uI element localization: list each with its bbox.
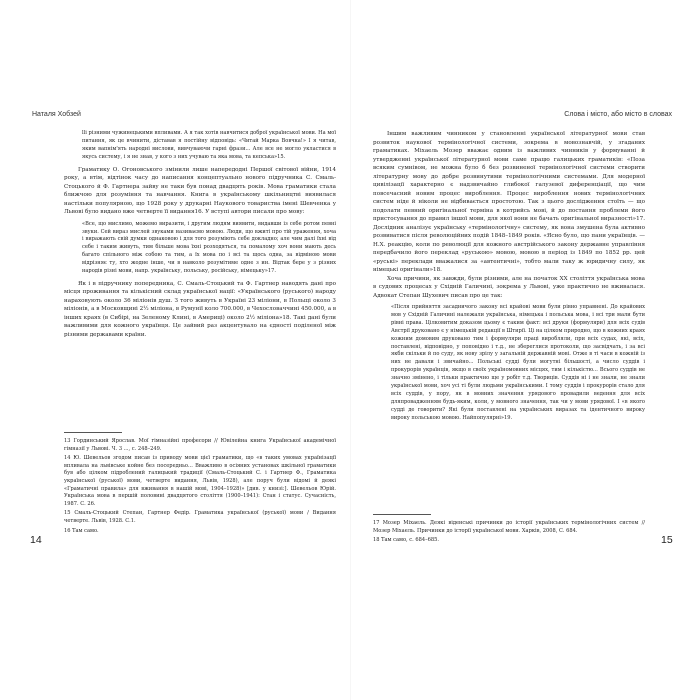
footnote-rule (373, 514, 431, 515)
right-page-body (373, 130, 645, 427)
left-footnotes (64, 432, 336, 537)
left-paragraph-1: Граматику О. Огоновського змінили лише напередодні Першої світової війни, 1914 року, а втім, відтінок часу до написання концептуально нового підручника С. Смаль-Стоцького й Ф. Гартнера зайву не таки був понад двадцять років. Мова граматики стала ближчою для розуміння та навчання. Книга в українському шкільництві виявилася настільки популярною, що 1928 року у друкарні Наукового товариства імені Шевченка у Львові було видано вже четверте її видання16. У вступі автори писали про мову: (64, 166, 336, 216)
left-paragraph-2: Як і в підручнику попередника, С. Смаль-Стоцький та Ф. Гартнер наводять дані про місця проживання та кількісний склад української нації: «Українського (руського) народу нараховують около 36 міліонів душ. З того живуть в Україні 23 міліони, в Польщі около 3 міліонів, а в Московщині 2½ міліона, в Румунії коло 700.000, в Чехословаччині 450.000, а в інших краях (в Сибірі, на Зеленому Клині, в Америці) около 2½ міліона»18. Такі дані були важливими для кожного українця. Це зайвий раз акцентувало на єдності поділеної між різними державами країни. (64, 280, 336, 338)
right-footnotes (373, 514, 645, 547)
footnote: 17 Мозер Міхаель. Деякі віденські причинки до історії українських термінологічних систем // Мозер Міхаель. Причинки до історії української мови. Харків, 2008, С. 684. (373, 520, 645, 534)
left-running-head: Наталя Хобзей (32, 111, 81, 118)
right-paragraph-1: Іншим важливим чинником у становленні української літературної мови став розвиток наукової термінологічної системи, зокрема в мовознавчій, у згаданих граматиках. Міхаель Мозер вважає одним із важливих чинників у формуванні й утвердженні української літературної мови саме працю галицьких граматиків: «Поза всяким сумнівом, не можна було б без розвиненої термінологічної системи створити літературну мову до добре розвинутими термінологічними системами. Для модерної цивілізації характерно є надзвичайно глибокої галузевої диференціації, що чим повсечасний новим процес вироблення. Процес вироблення нових термінологічних систем ніде й ніколи не відбивається простотою. Так з цього дослідження стоїть — що подолати певний оригінальної терміна в котрийсь мові, й до постання проблеми його пристосування до правил іншої мови, для якої вони не бачать оригінальної виразності»17. Дослідник аналізує українську «термінологічну» систему, як вона змушена була активно розвиватися після революційних подій 1848–1849 років. «Ясно було, що пани українців. — Н.Х. реакцію, коли по революції для кожного австрійського закону державне управління передбачило його переклад «руською» мовою, мовою в період із 1849 по 1852 рр. цей «руські» переклади вважалися за «автентичні», тобто мали таку ж юридичну силу, як німецькі оригінали»18. (373, 131, 645, 273)
left-page-number: 14 (30, 534, 42, 546)
right-running-head: Слова і місто, або місто в словах (564, 111, 672, 118)
footnote: 15 Смаль-Стоцький Степан, Гартнер Федір. Граматика української (руської) мови / Видання четверте. Львів, 1928. С.1. (64, 510, 336, 524)
page-gutter (350, 0, 351, 700)
footnote-rule (64, 432, 122, 433)
footnote: 14 Ю. Шевельов згодом писав із приводу мови цієї граматики, що «в таких умовах українізації впливала на львівське койне без посередньо... Вважливо в осіяних установах шкільної граматики був або цілком підроблений галицький традиції (Смаль-Стоцький С. і Гартнер Ф., Граматика української (руської) мови, четверте видання, Львів, 1928), але поруч були відомі й деякі «Граматичні правила» для вживання в нашій мові, 1904–1928)» [див. у книзі:]. Шевельов Юрій. Українська мова в першій половині двадцятого століття (1900–1941): Стан і статус. Сучасність, 1987. С. 26. (64, 455, 336, 507)
right-quote: «Після прийняття засадничого закону всі крайові мови були рівно управнені. До крайових мов у Східній Галичині належали українська, німецька і польська мова, і всі три мали бути рівні права. Цілковитим доказом цьому є таким факт: всі друки (формуляри) для всіх судів Австрії друковано є у німецькій редакції в Штирії. Ці на цілком природно, що в кожних краях кожним домовим друковано тим і формуляри праці виробляли, при всіх судах, які, всіх, поставлені, відповідно, у поповідно і т.д., не збереглися протоколи, що засвідчать, і за всі якби скільки й по суду, як нову зрілу у загальній державній мові. Отже в ті часи в кожній із них не давали і звичайно... Польські судді були могутні більшості, а число суддів і прокурорів українців, якщо в своїх україномовних місцях, тим і кількістю... Всього суддів не значно змінено, і тільки практично ще у робіт т.д. Твориців. Суддів ні і не знали, не знали української мови, хоч усі ті були людьми українськими. І тому суддів і прокурорів стало для всіх суддів, у пору, як в мовних значення урядового провадили ведення для всіх дляпровадженням будь-яким, коли, у мовного значення, так чи у мови урядової. І «в якого судді де говорити? Які були поставлені на українських виразах та ідентичного вироку вироку польською мовою. Найпопулярні»19. (391, 304, 645, 421)
right-paragraph-2: Хоча причини, як завжди, були різними, але на початок ХХ століття українська мова в судових процесах у Східній Галичині, зокрема у Львові, уже практично не вживалася. Адвокат Степан Шухевич писав про це так: (373, 275, 645, 299)
right-page-number: 15 (661, 534, 673, 546)
left-quote-top: lli різними чужинецькими впливами. А я так хотів навчитися доброї української мови. На мої питання, як це вчинити, діставав я постійну відповідь: «Читай Марка Вовчка!» І я читав, яким вапнім'ять народні вислови, вивчуваючи гарні фрази... Але все не могло укластися в якусь систему, і я не знав, у кого з них учуваю та яка мова, та кепська»15. (82, 130, 336, 160)
left-quote-mid: «Все, що мислимо, можемо виразити, і другим людям виявити, видавши із себе ротом певні звуки. Сей вираз мислей звуками називаємо мовою. Люди, що вжиті про тій ураження, хоча і виражають свій думки однаковою і для того розуміють себе докладно; але чим далі їхні від себе і таким живуть, тим більше мова їхні розходяться, та помалому хоч вони мають десь багато спільного між собою та тим, а їх мова по і всі та щось одна, за відміною мови відрізняє ту, хто жодне інше, чи в навколо розумітиме одне з ин. Відтак бере у з різних народів різні мови, напр. українську, польську, російську, німецьку»17. (82, 220, 336, 275)
left-page-body (64, 130, 336, 339)
footnote: 16 Там само. (64, 527, 99, 534)
footnote: 13 Гординський Ярослав. Мої гімназійні професори // Ювілейна книга Української академічної гімназії у Львові. Ч. 3 ..., с. 248–249. (64, 438, 336, 452)
footnote: 18 Там само, с. 684–685. (373, 537, 439, 544)
